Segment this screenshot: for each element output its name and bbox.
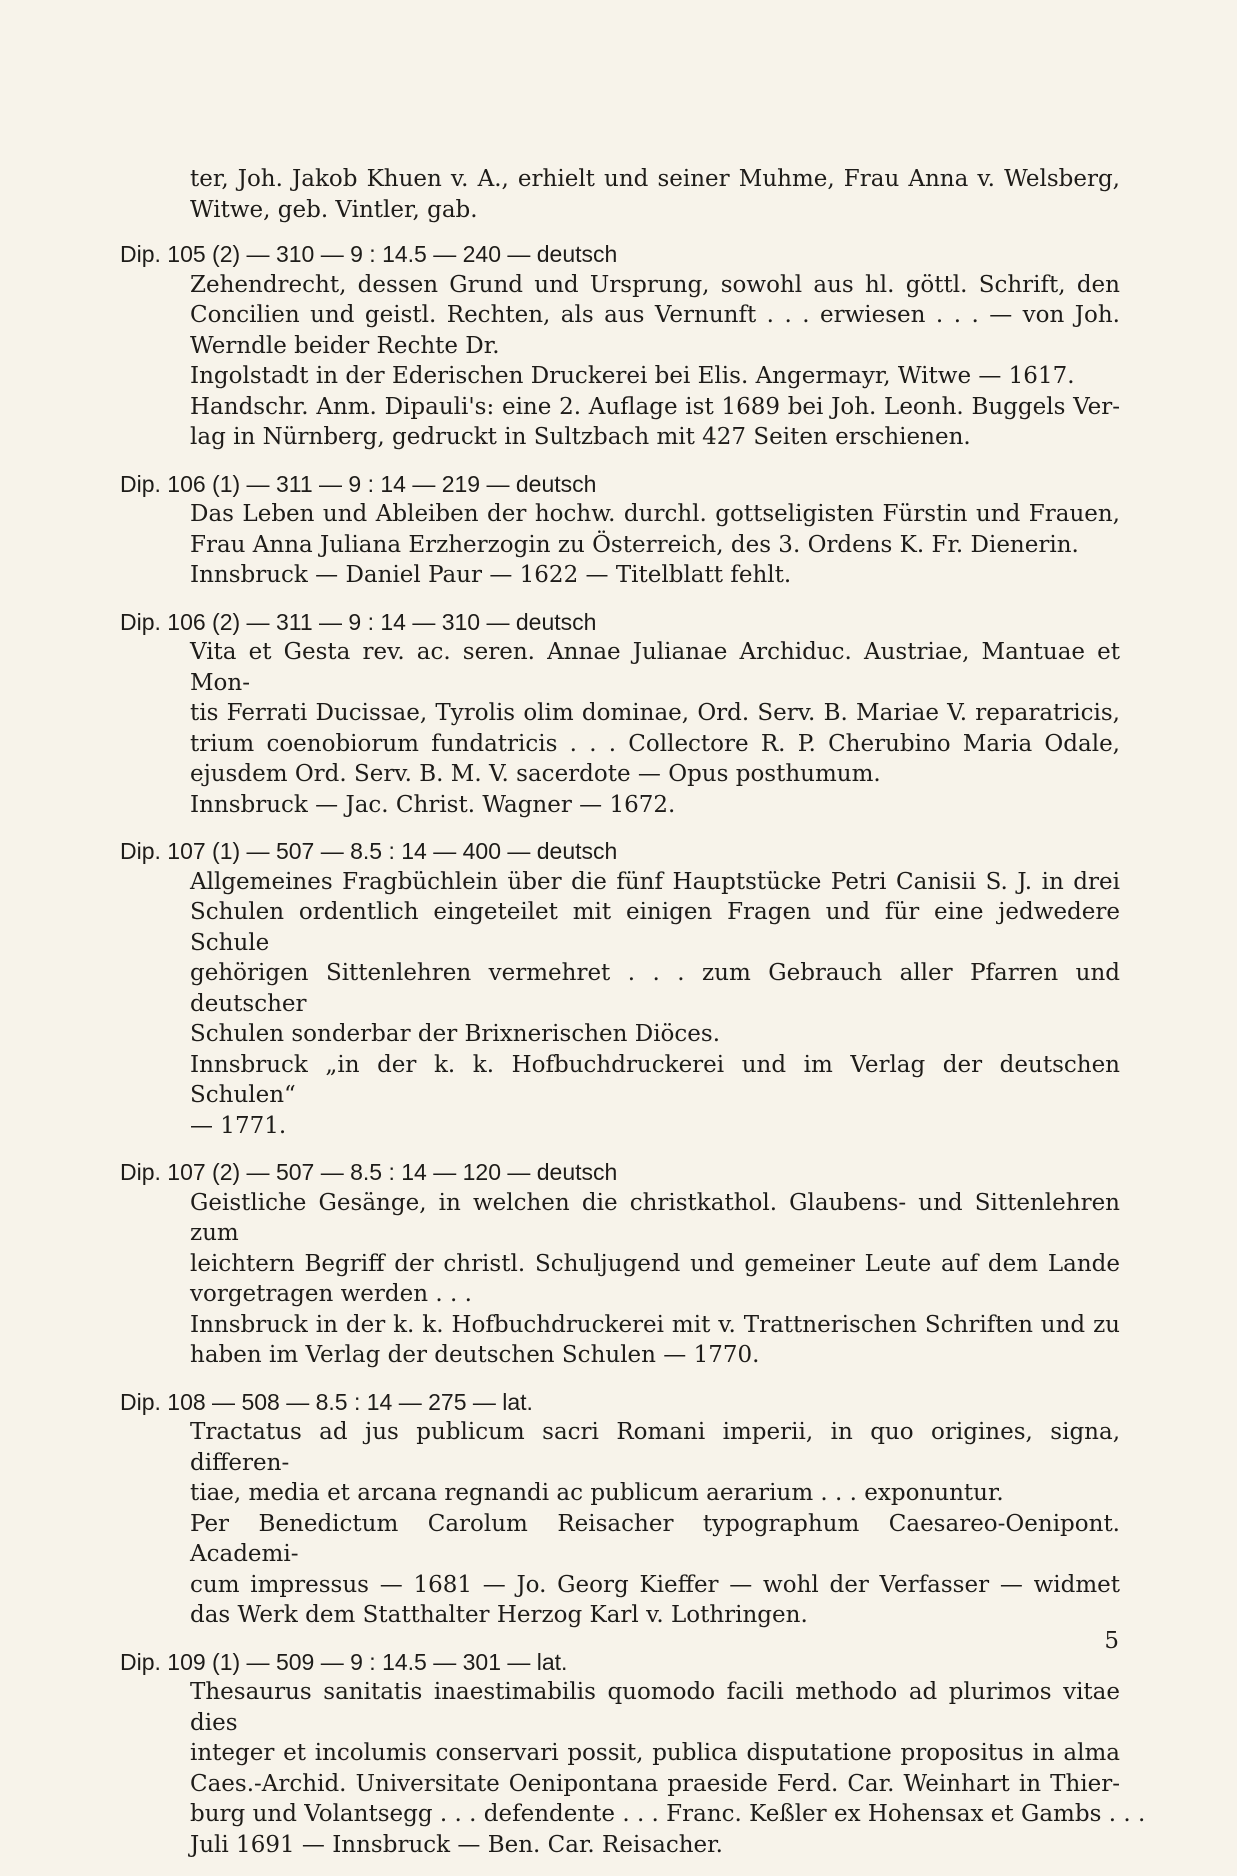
text-line: Vita et Gesta rev. ac. seren. Annae Julianae Archiduc. Austriae, Mantuae et Mon- <box>190 639 1120 696</box>
text-line: cum impressus — 1681 — Jo. Georg Kieffer — wohl der Verfasser — widmet <box>190 1571 1120 1598</box>
text-line: Innsbruck „in der k. k. Hofbuchdruckerei und im Verlag der deutschen Schulen“ <box>190 1051 1120 1108</box>
entry-description <box>190 867 1120 1142</box>
text-line: Innsbruck — Daniel Paur — 1622 — Titelblatt fehlt. <box>190 562 792 588</box>
text-line: Allgemeines Fragbüchlein über die fünf Hauptstücke Petri Canisii S. J. in drei <box>190 868 1120 895</box>
text-line: trium coenobiorum fundatricis . . . Collectore R. P. Cherubino Maria Odale, <box>190 730 1120 757</box>
text-line: Ingolstadt in der Ederischen Druckerei bei Elis. Angermayr, Witwe — 1617. <box>190 363 1075 389</box>
catalog-entry <box>120 607 1120 821</box>
intro-paragraph <box>190 164 1120 225</box>
catalog-entry <box>120 1387 1120 1631</box>
text-line: Tractatus ad jus publicum sacri Romani imperii, in quo origines, signa, differen- <box>190 1419 1120 1476</box>
text-line: Juli 1691 — Innsbruck — Ben. Car. Reisacher. <box>190 1831 723 1858</box>
entry-description <box>190 499 1120 591</box>
text-line: integer et incolumis conservari possit, publica disputatione propositus in alma <box>190 1740 1120 1766</box>
entry-heading: Dip. 105 (2) — 310 — 9 : 14.5 — 240 — deutsch <box>120 241 618 267</box>
text-line: gehörigen Sittenlehren vermehret . . . zum Gebrauch aller Pfarren und deutscher <box>190 960 1120 1017</box>
text-line: Frau Anna Juliana Erzherzogin zu Österreich, des 3. Ordens K. Fr. Dienerin. <box>190 531 1079 558</box>
text-line: Innsbruck — Jac. Christ. Wagner — 1672. <box>190 791 676 818</box>
text-line: ter, Joh. Jakob Khuen v. A., erhielt und seiner Muhme, Frau Anna v. Welsberg, <box>190 166 1120 192</box>
text-line: Thesaurus sanitatis inaestimabilis quomodo facili methodo ad plurimos vitae dies <box>190 1679 1120 1736</box>
text-line: lag in Nürnberg, gedruckt in Sultzbach mit 427 Seiten erschienen. <box>190 424 971 450</box>
text-line: Schulen ordentlich eingeteilet mit einigen Fragen und für eine jedwedere Schule <box>190 899 1120 956</box>
text-line: Innsbruck in der k. k. Hofbuchdruckerei mit v. Trattnerischen Schriften und zu <box>190 1311 1120 1338</box>
entry-description <box>190 1188 1120 1371</box>
text-line: leichtern Begriff der christl. Schuljugend und gemeiner Leute auf dem Lande <box>190 1250 1120 1277</box>
page-number: 5 <box>1104 1628 1119 1654</box>
entry-description <box>190 637 1120 820</box>
text-line: Per Benedictum Carolum Reisacher typographum Caesareo-Oenipont. Academi- <box>190 1510 1120 1567</box>
catalog-entry <box>120 469 1120 591</box>
entry-description <box>190 270 1120 453</box>
catalog-entries <box>120 164 1146 1876</box>
text-line: das Werk dem Statthalter Herzog Karl v. Lothringen. <box>190 1602 808 1628</box>
text-line: Schulen sonderbar der Brixnerischen Diöces. <box>190 1021 721 1047</box>
text-line: — 1771. <box>190 1112 287 1139</box>
text-line: ejusdem Ord. Serv. B. M. V. sacerdote — Opus posthumum. <box>190 761 881 787</box>
text-line: Werndle beider Rechte Dr. <box>190 332 500 359</box>
entry-description <box>190 1677 1146 1860</box>
catalog-entry <box>120 836 1120 1141</box>
text-line: haben im Verlag der deutschen Schulen — 1770. <box>190 1342 760 1368</box>
text-line: Concilien und geistl. Rechten, als aus Vernunft . . . erwiesen . . . — von Joh. <box>190 302 1120 328</box>
catalog-entry <box>120 239 1120 453</box>
entry-heading: Dip. 106 (1) — 311 — 9 : 14 — 219 — deutsch <box>120 470 597 497</box>
entry-description <box>190 1417 1120 1631</box>
text-line: tiae, media et arcana regnandi ac publicum aerarium . . . exponuntur. <box>190 1480 1004 1506</box>
entry-heading: Dip. 106 (2) — 311 — 9 : 14 — 310 — deutsch <box>120 608 597 635</box>
text-line: Witwe, geb. Vintler, gab. <box>190 196 478 223</box>
text-line: Das Leben und Ableiben der hochw. durchl. gottseligisten Fürstin und Frauen, <box>190 501 1120 527</box>
catalog-entry <box>120 1647 1146 1861</box>
text-line: vorgetragen werden . . . <box>190 1281 472 1307</box>
text-line: Geistliche Gesänge, in welchen die christkathol. Glaubens- und Sittenlehren zum <box>190 1189 1120 1246</box>
text-line: tis Ferrati Ducissae, Tyrolis olim dominae, Ord. Serv. B. Mariae V. reparatricis, <box>190 700 1120 726</box>
entry-list <box>120 239 1146 1860</box>
entry-heading: Dip. 107 (2) — 507 — 8.5 : 14 — 120 — deutsch <box>120 1159 618 1185</box>
text-line: Handschr. Anm. Dipauli's: eine 2. Auflage ist 1689 bei Joh. Leonh. Buggels Ver- <box>190 393 1120 420</box>
catalog-entry <box>120 1157 1120 1371</box>
text-line: burg und Volantsegg . . . defendente . . . Franc. Keßler ex Hohensax et Gambs . . . <box>190 1801 1146 1827</box>
entry-heading: Dip. 108 — 508 — 8.5 : 14 — 275 — lat. <box>120 1388 533 1415</box>
text-line: Caes.-Archid. Universitate Oenipontana praeside Ferd. Car. Weinhart in Thier- <box>190 1770 1120 1797</box>
entry-heading: Dip. 107 (1) — 507 — 8.5 : 14 — 400 — deutsch <box>120 838 618 864</box>
entry-heading: Dip. 109 (1) — 509 — 9 : 14.5 — 301 — lat. <box>120 1648 568 1675</box>
text-line: Zehendrecht, dessen Grund und Ursprung, sowohl aus hl. göttl. Schrift, den <box>190 271 1120 298</box>
